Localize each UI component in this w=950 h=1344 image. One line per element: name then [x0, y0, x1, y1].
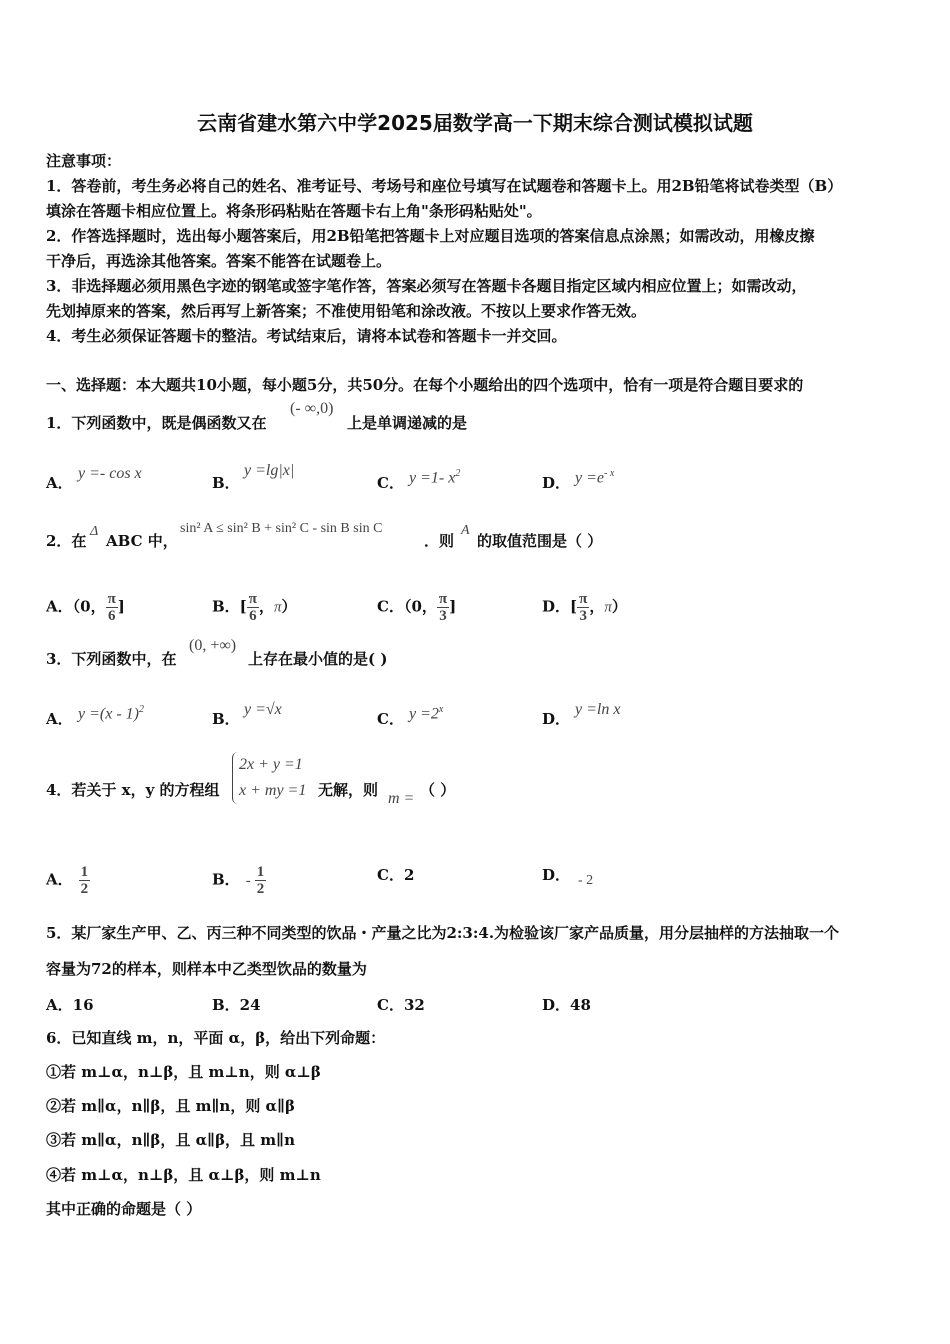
q1-option-d-math: $y =e^{- x}$ [575, 468, 615, 487]
q2-post: 的取值范围是（ ） [477, 532, 603, 550]
notice-line: 先划掉原来的答案，然后再写上新答案；不准使用铅笔和涂改液。不按以上要求作答无效。 [46, 302, 647, 320]
q2-option-b: B．[ $\frac{\pi}{6}$ ，π） [212, 591, 297, 624]
q1-option-c-label: C． [377, 474, 404, 492]
q6-item: ①若 m⊥α，n⊥β，且 m⊥n，则 α⊥β [46, 1063, 321, 1081]
q2-delta: Δ [90, 524, 99, 539]
q4-eq1: 2x + y =1 [239, 756, 303, 773]
q3-pre: 3．下列函数中，在 [46, 650, 177, 668]
q2-option-a: A．（0， $\frac{\pi}{6}$ ] [46, 591, 125, 624]
q4-post: 无解，则 [318, 781, 379, 799]
q1-option-c-math: y =1- $x^2$ [409, 468, 461, 487]
q1-option-a-label: A． [46, 474, 73, 492]
q3-option-b-math: y =√x [244, 701, 282, 718]
question-1-stem [46, 412, 266, 434]
q2-pre: 2．在 [46, 532, 87, 550]
q4-option-a: A． $\frac{1}{2}$ [46, 864, 89, 897]
q6-stem: 6．已知直线 m，n，平面 α，β，给出下列命题： [46, 1029, 386, 1047]
q3-option-c-label: C． [377, 710, 404, 728]
q3-option-a-label: A． [46, 710, 73, 728]
q5-line2: 容量为72的样本，则样本中乙类型饮品的数量为 [46, 960, 367, 978]
q3-option-b-label: B． [212, 710, 240, 728]
notice-heading: 注意事项： [46, 152, 122, 170]
q5-option-b: B．24 [212, 996, 261, 1014]
q2-d-frac: $\frac{\pi}{3}$ [579, 591, 588, 624]
q2-a-frac: $\frac{\pi}{6}$ [107, 591, 116, 624]
q1-option-b-math: y =lg|x| [244, 462, 295, 479]
notice-line: 4．考生必须保证答题卡的整洁。考试结束后，请将本试卷和答题卡一并交回。 [46, 327, 567, 345]
notice-line: 2．作答选择题时，选出每小题答案后，用2B铅笔把答题卡上对应题目选项的答案信息点涂黑；如需改动，用橡皮擦 [46, 227, 815, 245]
q1-post: 上是单调递减的是 [347, 414, 468, 432]
q3-interval: (0, +∞) [189, 637, 237, 654]
q6-ask: 其中正确的命题是（ ） [46, 1200, 202, 1218]
q3-option-c-math: $y =2^x$ [409, 704, 444, 723]
section-heading: 一、选择题：本大题共10小题，每小题5分，共50分。在每个小题给出的四个选项中，恰有一项是符合题目要求的 [46, 376, 804, 394]
q5-option-a: A．16 [46, 996, 94, 1014]
q5-option-c: C．32 [377, 996, 425, 1014]
q2-mid: ．则 [424, 532, 455, 550]
q1-option-a-math: y =- cos x [78, 465, 142, 482]
q2-option-d: D．[ $\frac{\pi}{3}$ ，π） [542, 591, 627, 624]
q3-post: 上存在最小值的是( ) [248, 650, 388, 668]
q3-option-a-math: y =(x - 1)$^2$ [78, 704, 144, 723]
q3-option-d-math: y =ln x [575, 701, 621, 718]
q4-equation-system [232, 752, 306, 804]
q4-pre: 4．若关于 x，y 的方程组 [46, 781, 220, 799]
q5-line1: 5．某厂家生产甲、乙、丙三种不同类型的饮品・产量之比为2:3:4.为检验该厂家产品质量，用分层抽样的方法抽取一个 [46, 924, 840, 942]
q1-pre: 1．下列函数中，既是偶函数又在 [46, 414, 267, 432]
q3-option-d-label: D． [542, 710, 571, 728]
q4-eq2: x + my =1 [239, 782, 307, 799]
q2-option-c: C．（0， $\frac{\pi}{3}$ ] [377, 591, 457, 624]
q2-condition: sin² A ≤ sin² B + sin² C - sin B sin C [180, 521, 383, 536]
q6-item: ②若 m∥α，n∥β，且 m∥n，则 α∥β [46, 1097, 295, 1115]
q2-abc: ABC 中， [106, 532, 178, 550]
q1-option-d-label: D． [542, 474, 571, 492]
q4-option-d: D． - 2 [542, 866, 594, 888]
q4-a-frac: $\frac{1}{2}$ [80, 864, 89, 897]
q6-item: ③若 m∥α，n∥β，且 α∥β，且 m∥n [46, 1131, 295, 1149]
q4-option-c: C．2 [377, 866, 415, 884]
q6-item: ④若 m⊥α，n⊥β，且 α⊥β，则 m⊥n [46, 1166, 321, 1184]
q1-interval: (- ∞,0) [290, 400, 334, 417]
notice-line: 填涂在答题卡相应位置上。将条形码粘贴在答题卡右上角"条形码粘贴处"。 [46, 202, 542, 220]
q2-var-a: A [461, 523, 470, 538]
q2-c-frac: $\frac{\pi}{3}$ [438, 591, 448, 624]
notice-line: 干净后，再选涂其他答案。答案不能答在试题卷上。 [46, 252, 392, 270]
q4-paren: （ ） [420, 781, 456, 799]
q5-option-d: D．48 [542, 996, 591, 1014]
notice-line: 3．非选择题必须用黑色字迹的钢笔或签字笔作答，答案必须写在答题卡各题目指定区域内相应位置上；如需改动， [46, 277, 807, 295]
q4-option-b: B． - $\frac{1}{2}$ [212, 864, 265, 897]
notice-line: 1．答卷前，考生务必将自己的姓名、准考证号、考场号和座位号填写在试题卷和答题卡上。用2B铅笔将试卷类型（B） [46, 177, 843, 195]
q1-option-b-label: B． [212, 474, 240, 492]
q4-m: m = [388, 790, 415, 807]
page-title: 云南省建水第六中学2025届数学高一下期末综合测试模拟试题 [197, 111, 753, 135]
q2-b-frac: $\frac{\pi}{6}$ [248, 591, 257, 624]
q4-b-frac: $\frac{1}{2}$ [256, 864, 265, 897]
